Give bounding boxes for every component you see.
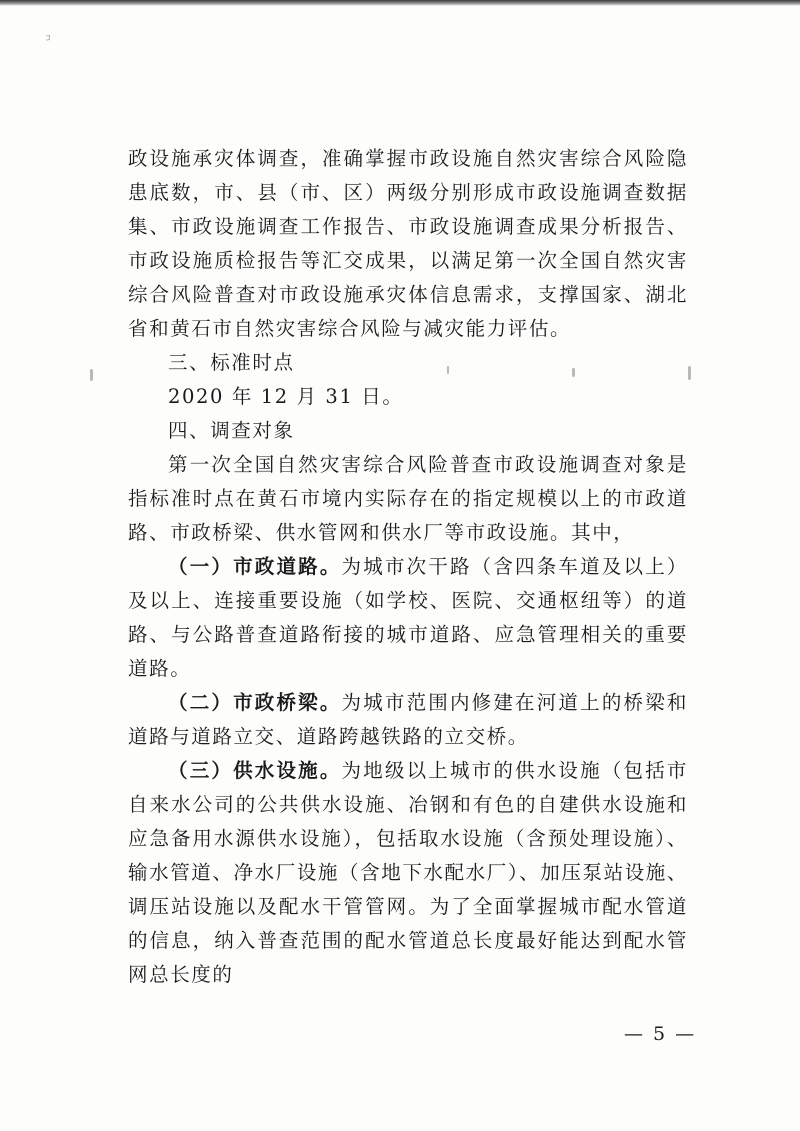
item-municipal-bridges xyxy=(128,686,688,754)
item-municipal-roads-lead: （一）市政道路。 xyxy=(168,555,342,578)
paragraph-continuation: 政设施承灾体调查，准确掌握市政设施自然灾害综合风险隐患底数，市、县（市、区）两级分别形成市政设施调查数据集、市政设施调查工作报告、市政设施调查成果分析报告、市政设施质检报告等汇交成果，以满足第一次全国自然灾害综合风险普查对市政设施承灾体信息需求，支撑国家、湖北省和黄石市自然灾害综合风险与减灾能力评估。 xyxy=(128,147,688,340)
item-water-supply-body: 为地级以上城市的供水设施（包括市自来水公司的公共供水设施、冶钢和有色的自建供水设施和应急备用水源供水设施），包括取水设施（含预处理设施）、输水管道、净水厂设施（含地下水配水厂）、加压泵站设施、调压站设施以及配水干管管网。为了全面掌握城市配水管道的信息，纳入普查范围的配水管道总长度最好能达到配水管网总长度的 xyxy=(128,759,688,986)
scan-speck xyxy=(90,369,93,381)
item-municipal-roads xyxy=(128,550,688,686)
scan-edge-shadow xyxy=(0,0,800,6)
scan-speck xyxy=(688,366,691,380)
item-municipal-roads-body: 为城市次干路（含四条车道及以上）及以上、连接重要设施（如学校、医院、交通枢纽等）的道路、与公路普查道路衔接的城市道路、应急管理相关的重要道路。 xyxy=(128,555,688,680)
section-heading-standard-time: 三、标准时点 xyxy=(168,351,295,374)
body-text xyxy=(128,142,688,992)
item-municipal-bridges-body: 为城市范围内修建在河道上的桥梁和道路与道路立交、道路跨越铁路的立交桥。 xyxy=(128,691,688,748)
item-municipal-bridges-lead: （二）市政桥梁。 xyxy=(168,691,342,714)
item-water-supply-lead: （三）供水设施。 xyxy=(168,759,342,782)
item-water-supply xyxy=(128,754,688,992)
page-number: — 5 — xyxy=(624,1023,697,1045)
section-heading-survey-objects: 四、调查对象 xyxy=(168,419,295,442)
scan-mark: ｺ xyxy=(46,34,51,44)
standard-time-date: 2020 年 12 月 31 日。 xyxy=(168,385,404,408)
survey-objects-intro: 第一次全国自然灾害综合风险普查市政设施调查对象是指标准时点在黄石市境内实际存在的指定规模以上的市政道路、市政桥梁、供水管网和供水厂等市政设施。其中， xyxy=(128,453,688,544)
